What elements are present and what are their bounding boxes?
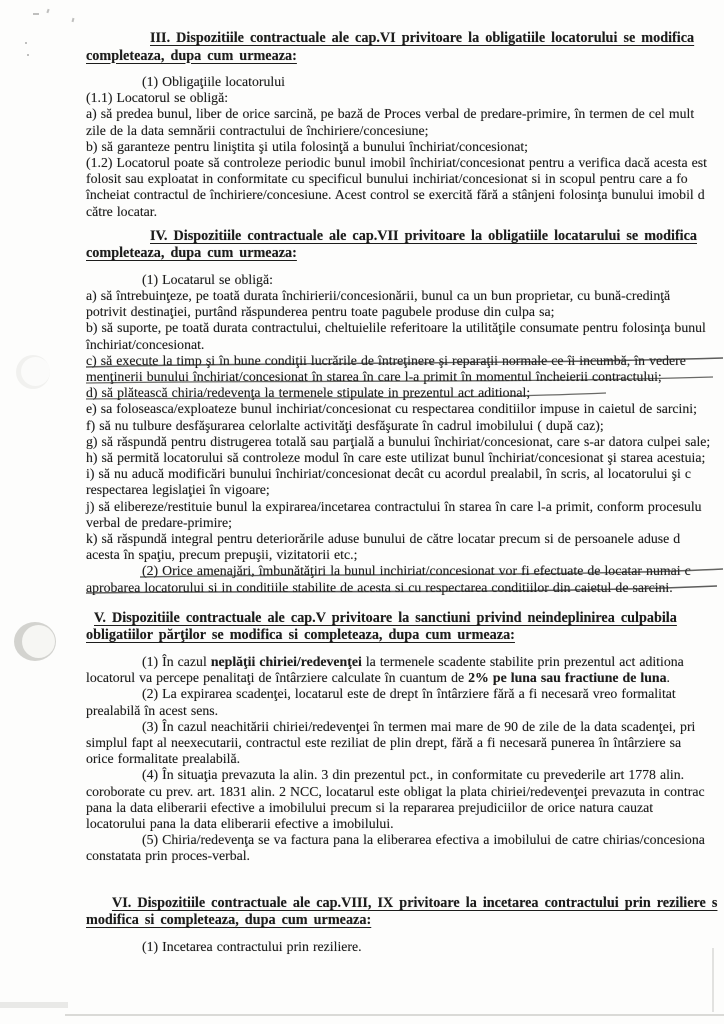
hole-punch-highlight [22, 625, 55, 658]
section-heading-line: obligatiilor părţilor se modifica si completeaza, dupa cum urmeaza: [86, 627, 515, 644]
section-heading [86, 30, 724, 65]
section-heading [86, 610, 724, 645]
text-line: h) să permită locatorului să controleze modul în care este utilizat bunul închiriat/concesionat şi starea acestuia; [86, 450, 706, 466]
text-line: b) să suporte, pe toată durata contractului, cheltuielile referitoare la utilităţile consumate pentru folosinţa bunul [86, 320, 706, 336]
scan-edge-line [712, 948, 714, 1012]
text-line: e) sa foloseasca/exploateze bunul inchiriat/concesionat cu respectarea conditiilor impuse in caietul de sarcini; [86, 401, 697, 417]
text-line: (3) În cazul neachitării chiriei/redevenţei în termen mai mare de 90 de zile de la data scadenţei, pri [142, 718, 696, 734]
text-line: potrivit destinaţiei, purtând răspunderea pentru toate pagubele produse din culpa sa; [86, 304, 555, 320]
text-line: (2) La expirarea scadenţei, locatarul este de drept în întârziere fără a fi necesară vreo formalitat [142, 686, 676, 702]
pen-speck [72, 18, 75, 22]
hole-punch-highlight [21, 357, 50, 386]
section-heading [86, 228, 724, 263]
text-line: folosit sau exploatat in conformitate cu specificul bunului inchiriat/concesionat si in scopul pentru care a fo [86, 171, 688, 187]
hole-punch-mark [16, 355, 50, 389]
contract-section-v [86, 610, 724, 865]
contract-section-iv [86, 228, 724, 596]
text-line: (1) Locatarul se obligă: [142, 271, 273, 287]
section-heading-line: VI. Dispozitiile contractuale ale cap.VIII, IX privitoare la incetarea contractului prin reziliere s [112, 894, 718, 911]
text-line: i) să nu aducă modificări bunului închiriat/concesionat decât cu acordul prealabil, în scris, al locatorului şi c [86, 466, 691, 482]
text-line: respectarea legislaţiei în vigoare; [86, 482, 270, 498]
text-line: încheiat contractul de închiriere/concesiune. Acest control se exercită fără a stânjeni folosinţa bunului imobil d [86, 187, 705, 203]
pen-speck [33, 13, 39, 15]
section-heading [86, 895, 724, 930]
text-line: (4) În situaţia prevazuta la alin. 3 din prezentul pct., in conformitate cu prevederile art 1778 alin. [142, 767, 685, 783]
scan-bottom-edge-line [65, 1014, 724, 1016]
text-line: menţinerii bunului închiriat/concesionat în starea în care l-a primit în momentul încheierii contractului; [86, 369, 662, 385]
section-heading-line: completeaza, dupa cum urmeaza: [86, 245, 297, 262]
text-line: zile de la data semnării contractului de închiriere/concesiune; [86, 122, 429, 138]
text-line: pana la data eliberarii efective a imobilului precum si la repararea prejudiciilor de orice natura cauzat [86, 799, 654, 815]
scan-smudge [0, 1002, 68, 1008]
section-heading-line: completeaza, dupa cum urmeaza: [86, 47, 297, 64]
pen-speck [46, 9, 49, 13]
text-line: coroborate cu prev. art. 1831 alin. 2 NCC, locatarul este obligat la plata chiriei/redevenţei prevazuta in contrac [86, 783, 705, 799]
text-line: (1) Incetarea contractului prin reziliere. [142, 938, 362, 954]
document-body [86, 30, 724, 955]
text-line: orice formalitate prealabilă. [86, 751, 241, 767]
text-line: c) să execute la timp şi în bune condiţii lucrările de întreţinere şi reparaţii normale ce îi incumbă, în vedere [86, 352, 686, 368]
pen-speck [27, 54, 29, 56]
pen-speck [25, 42, 27, 44]
text-line: k) să răspundă integral pentru deteriorările aduse bunului de către locatar precum si de persoanele aduse d [86, 531, 681, 547]
text-line: verbal de predare-primire; [86, 514, 232, 530]
section-heading-line: modifica si completeaza, dupa cum urmeaza: [86, 912, 372, 929]
text-line: j) să elibereze/restituie bunul la expirarea/incetarea contractului în starea în care l-a primit, conform procesulu [86, 498, 702, 514]
text-line: prealabilă în acest sens. [86, 702, 219, 718]
text-line: către locatar. [86, 203, 158, 219]
text-line: acesta în spaţiu, precum prepuşii, vizitatorii etc.; [86, 547, 358, 563]
text-line: (1) În cazul neplăţii chiriei/redevenţei la termenele scadente stabilite prin prezentul act aditiona [142, 653, 684, 669]
section-heading-line: IV. Dispozitiile contractuale ale cap.VII privitoare la obligatiile locatarului se modifica [150, 227, 697, 244]
text-line: simplul fapt al neexecutarii, contractul este reziliat de plin drept, fără a fi necesară punerea în întârziere sa [86, 734, 682, 750]
contract-section-vi [86, 895, 724, 955]
text-line: locatorul va percepe penalitaţi de întârziere calculate în cuantum de 2% pe luna sau fractiune de luna. [86, 670, 670, 686]
text-line: g) să răspundă pentru distrugerea totală sau parţială a bunului închiriat/concesionat, care s-ar datora culpei sale; [86, 433, 711, 449]
text-line: a) să predea bunul, liber de orice sarcină, pe bază de Proces verbal de predare-primire, în termen de cel mult [86, 106, 695, 122]
text-line: aprobarea locatorului si in conditiile stabilite de acesta si cu respectarea conditiilor din caietul de sarcini. [86, 579, 673, 595]
text-line: (2) Orice amenajări, îmbunătăţiri la bunul inchiriat/concesionat vor fi efectuate de locatar numai c [142, 563, 691, 579]
hole-punch-mark [14, 622, 56, 661]
text-line: închiriat/concesionat. [86, 336, 205, 352]
text-line: (1) Obligaţiile locatorului [142, 74, 285, 89]
text-line: (5) Chiria/redevenţa se va factura pana la eliberarea efectiva a imobilului de catre chirias/concesiona [142, 832, 705, 848]
section-heading-line: V. Dispozitiile contractuale ale cap.V privitoare la sanctiuni privind neindeplinirea culpabila [94, 609, 677, 626]
text-line: (1.2) Locatorul poate să controleze periodic bunul imobil închiriat/concesionat pentru a verifica dacă acesta est [86, 155, 707, 171]
text-line: d) să plătească chiria/redevenţa la termenele stipulate in prezentul act aditional; [86, 385, 531, 401]
text-line: b) să garanteze pentru liniştita şi utila folosinţă a bunului închiriat/concesionat; [86, 138, 529, 154]
text-line: locatorului pana la data eliberarii efective a imobilului. [86, 815, 394, 831]
text-line: a) să întrebuinţeze, pe toată durata închirierii/concesionării, bunul ca un bun proprietar, cu bună-credinţă [86, 288, 671, 304]
text-line: f) să nu tulbure desfăşurarea celorlalte activităţi desfăşurate în cadrul imobilului ( după caz); [86, 417, 604, 433]
contract-section-iii [86, 30, 724, 220]
section-heading-line: III. Dispozitiile contractuale ale cap.VI privitoare la obligatiile locatorului se modifica [150, 30, 695, 46]
text-line: (1.1) Locatorul se obligă: [86, 90, 229, 106]
text-line: constatata prin proces-verbal. [86, 848, 251, 864]
